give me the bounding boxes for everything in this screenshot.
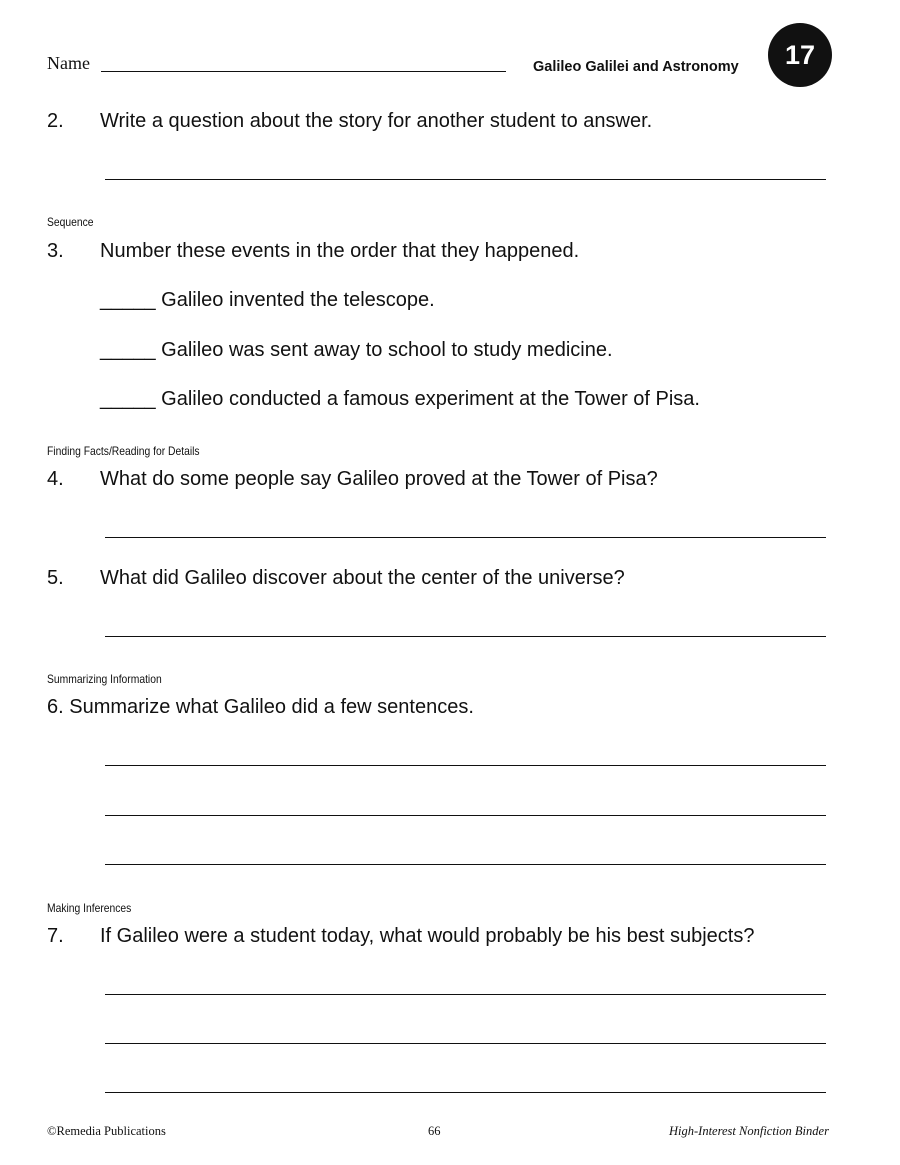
name-answer-line[interactable]	[101, 71, 506, 72]
sequence-event: _____ Galileo conducted a famous experiment at the Tower of Pisa.	[100, 388, 700, 410]
question-6-text: 6. Summarize what Galileo did a few sentences.	[47, 696, 474, 718]
name-label: Name	[47, 53, 90, 73]
section-label-sequence: Sequence	[47, 215, 94, 229]
section-label-finding-facts: Finding Facts/Reading for Details	[47, 444, 200, 458]
footer-book-title: High-Interest Nonfiction Binder	[669, 1124, 829, 1138]
question-2-text: Write a question about the story for another student to answer.	[100, 110, 653, 132]
question-7-text: If Galileo were a student today, what would probably be his best subjects?	[100, 925, 755, 947]
question-3-number: 3.	[47, 240, 64, 262]
answer-line[interactable]	[105, 815, 826, 816]
sequence-event: _____ Galileo was sent away to school to study medicine.	[100, 339, 613, 361]
sequence-event: _____ Galileo invented the telescope.	[100, 289, 435, 311]
footer-page-number: 66	[428, 1124, 441, 1138]
question-3-text: Number these events in the order that they happened.	[100, 240, 580, 262]
answer-line[interactable]	[105, 864, 826, 865]
section-label-summarizing: Summarizing Information	[47, 672, 162, 686]
question-5-text: What did Galileo discover about the center of the universe?	[100, 567, 625, 589]
lesson-number-badge: 17	[768, 23, 832, 87]
answer-line[interactable]	[105, 1092, 826, 1093]
footer-copyright: ©Remedia Publications	[47, 1124, 166, 1138]
answer-line[interactable]	[105, 994, 826, 995]
unit-title: Galileo Galilei and Astronomy	[533, 59, 739, 75]
answer-line[interactable]	[105, 1043, 826, 1044]
question-7-number: 7.	[47, 925, 64, 947]
question-4-text: What do some people say Galileo proved at the Tower of Pisa?	[100, 468, 658, 490]
answer-line[interactable]	[105, 537, 826, 538]
answer-line[interactable]	[105, 765, 826, 766]
section-label-inferences: Making Inferences	[47, 901, 132, 915]
question-4-number: 4.	[47, 468, 64, 490]
answer-line[interactable]	[105, 179, 826, 180]
question-5-number: 5.	[47, 567, 64, 589]
answer-line[interactable]	[105, 636, 826, 637]
question-2-number: 2.	[47, 110, 64, 132]
